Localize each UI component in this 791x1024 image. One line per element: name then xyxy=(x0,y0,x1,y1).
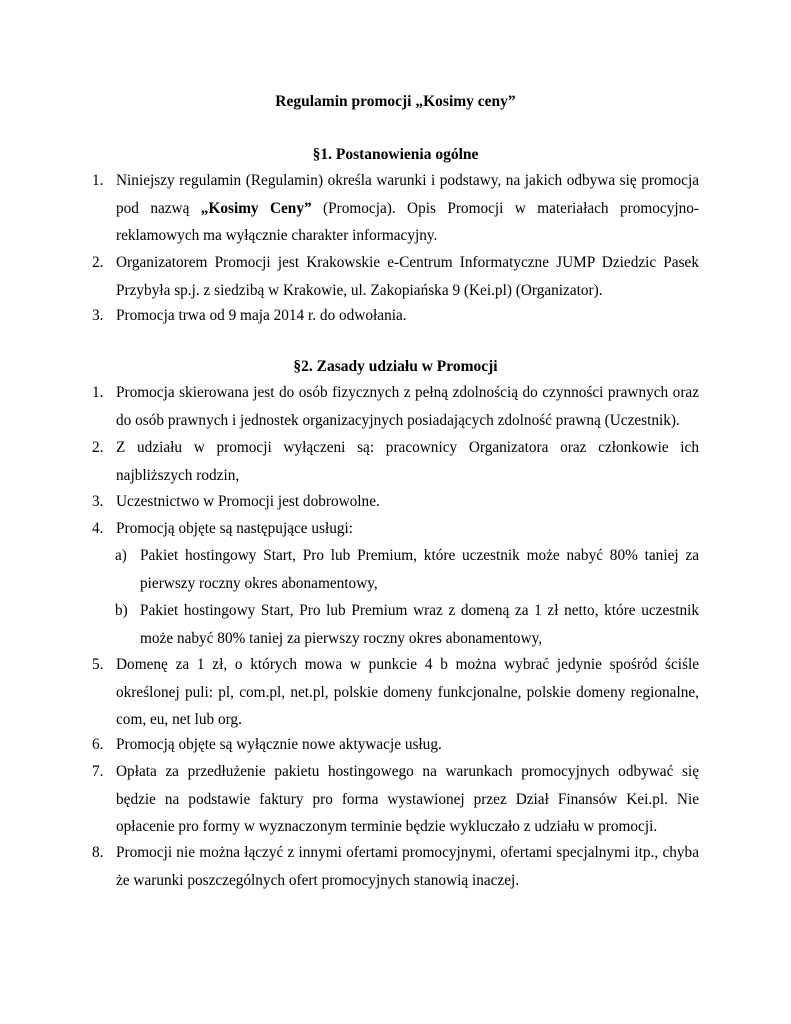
s2-item-2 xyxy=(92,434,699,489)
item-number: 7. xyxy=(92,763,104,780)
item-text: Promocji nie można łączyć z innymi ofertami promocyjnymi, ofertami specjalnymi itp., chyba że warunki poszczególnych ofert promocyjnych stanowią inaczej. xyxy=(116,844,699,889)
item-number: 6. xyxy=(92,736,104,753)
item-text: Opłata za przedłużenie pakietu hostingowego na warunkach promocyjnych odbywać się będzie na podstawie faktury pro forma wystawionej przez Dział Finansów Kei.pl. Nie opłacenie pro formy w wyznaczonym terminie będzie wykluczało z udziału w promocji. xyxy=(116,763,699,836)
item-text: Uczestnictwo w Promocji jest dobrowolne. xyxy=(116,493,380,510)
item-text: Promocja skierowana jest do osób fizycznych z pełną zdolnością do czynności prawnych oraz do osób prawnych i jednostek organizacyjnych posiadających zdolność prawną (Uczestnik). xyxy=(116,384,699,429)
item-text: Promocją objęte są następujące usługi: xyxy=(116,520,354,537)
document-title: Regulamin promocji „Kosimy ceny” xyxy=(275,93,516,110)
item-number: 3. xyxy=(92,307,104,324)
item-text: Niniejszy regulamin (Regulamin) określa warunki i podstawy, na jakich odbywa się promocja pod nazwą „Kosimy Ceny” (Promocja). Opis Promocji w materiałach promocyjno-reklamowych ma wyłącznie charakter informacyjny. xyxy=(116,172,699,245)
item-text: Promocją objęte są wyłącznie nowe aktywacje usług. xyxy=(116,736,442,753)
item-number: 2. xyxy=(92,439,104,456)
s2-item-8 xyxy=(92,839,699,894)
s1-item-1 xyxy=(92,167,699,250)
item-number: 4. xyxy=(92,520,104,537)
item-number: 2. xyxy=(92,254,104,271)
s1-item-3 xyxy=(92,302,699,330)
section-1-heading: §1. Postanowienia ogólne xyxy=(312,146,479,163)
item-text: Promocja trwa od 9 maja 2014 r. do odwołania. xyxy=(116,307,407,324)
s2-item-7 xyxy=(92,758,699,841)
s2-item-5 xyxy=(92,651,699,734)
item-number: 1. xyxy=(92,172,104,189)
s2-item-4 xyxy=(92,515,699,543)
s2-item-3 xyxy=(92,488,699,516)
item-text: Z udziału w promocji wyłączeni są: pracownicy Organizatora oraz członkowie ich najbliższych rodzin, xyxy=(116,439,699,484)
item-number: 3. xyxy=(92,493,104,510)
item-text: Domenę za 1 zł, o których mowa w punkcie 4 b można wybrać jedynie spośród ściśle określonej puli: pl, com.pl, net.pl, polskie domeny funkcjonalne, polskie domeny regionalne, com, eu, net lub org. xyxy=(116,656,699,729)
item-number: 8. xyxy=(92,844,104,861)
subitem-text: Pakiet hostingowy Start, Pro lub Premium wraz z domeną za 1 zł netto, które uczestnik może nabyć 80% taniej za pierwszy roczny okres abonamentowy, xyxy=(140,602,699,647)
s2-subitem-b xyxy=(115,597,699,652)
item-text: Organizatorem Promocji jest Krakowskie e-Centrum Informatyczne JUMP Dziedzic Pasek Przybyła sp.j. z siedzibą w Krakowie, ul. Zakopiańska 9 (Kei.pl) (Organizator). xyxy=(116,254,699,299)
subitem-letter: a) xyxy=(115,547,127,564)
s1-item-2 xyxy=(92,249,699,304)
s2-item-1 xyxy=(92,379,699,434)
item-number: 5. xyxy=(92,656,104,673)
subitem-text: Pakiet hostingowy Start, Pro lub Premium, które uczestnik może nabyć 80% taniej za pierwszy roczny okres abonamentowy, xyxy=(140,547,699,592)
item-number: 1. xyxy=(92,384,104,401)
s2-subitem-a xyxy=(115,542,699,597)
s2-item-6 xyxy=(92,731,699,759)
section-2-heading: §2. Zasady udziału w Promocji xyxy=(293,358,498,375)
promo-name: „Kosimy Ceny” xyxy=(200,199,312,217)
subitem-letter: b) xyxy=(115,602,128,619)
